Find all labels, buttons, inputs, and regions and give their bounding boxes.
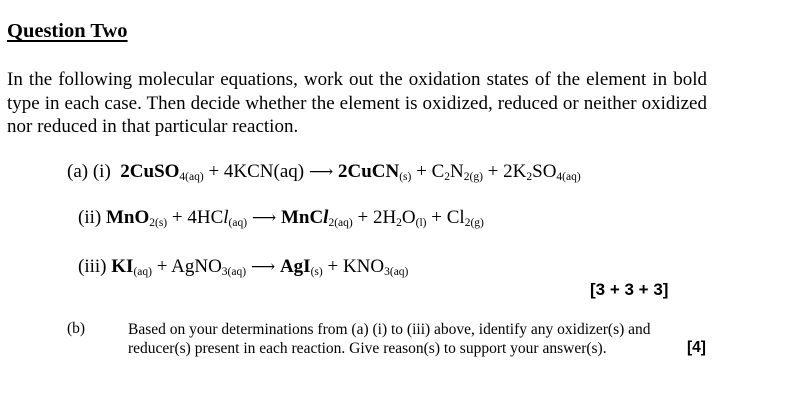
reaction-arrow: ⟶ <box>250 257 276 276</box>
plus-sign: + <box>431 207 442 228</box>
product-1: 2CuCN <box>337 161 400 182</box>
subscript: (s) <box>399 171 412 183</box>
subscript: 2(s) <box>149 217 168 229</box>
product-2: $2H_2O_{(l)}$ <box>372 207 427 229</box>
plus-sign: + <box>156 256 168 277</box>
part-b-label: (b) <box>67 320 86 337</box>
equation-label: (iii) <box>78 256 107 277</box>
plus-sign: + <box>357 207 369 228</box>
reactant-2: AgNO$_{3(aq)}$ <box>171 256 247 278</box>
reaction-arrow: ⟶ <box>308 162 334 181</box>
reactant-1: $KI_{(aq)}$ <box>111 256 152 278</box>
subscript: 4(aq) <box>179 171 204 183</box>
reactant-2: 4KCN(aq) <box>223 161 305 182</box>
equation-a-ii <box>78 207 484 229</box>
reaction-arrow: ⟶ <box>251 208 277 227</box>
part-b-marks: [4] <box>687 339 706 356</box>
equation-a-iii <box>78 256 408 278</box>
equation-label: (ii) <box>78 207 102 228</box>
part-b-question: Based on your determinations from (a) (i) to (iii) above, identify any oxidizer(s) and reducer(s) present in each reaction. Give reason(s) to support your answer(s). <box>128 321 651 357</box>
plus-sign: + <box>416 161 427 182</box>
plus-sign: + <box>171 207 183 228</box>
product-2: $KNO_{3(aq)}$ <box>342 256 409 278</box>
product-3: $2K_2SO_{4(aq)}$ <box>503 161 581 183</box>
plus-sign: + <box>208 161 220 182</box>
plus-sign: + <box>487 161 499 182</box>
equation-label: (a) (i) <box>67 161 111 182</box>
intro-paragraph: In the following molecular equations, work out the oxidation states of the element in bold type in each case. Then decide whether the element is oxidized, reduced or neither oxidized nor reduced in that particular reaction. <box>7 69 707 137</box>
reactant-1: MnO <box>105 207 150 228</box>
question-title: Question Two <box>7 20 128 42</box>
part-a-marks: [3 + 3 + 3] <box>590 280 669 299</box>
product-1: AgI$_{(s)}$ <box>279 256 323 278</box>
product-2: $C_2N_{2(g)}$ <box>431 161 483 183</box>
product-3: $Cl_{2(g)}$ <box>446 207 484 229</box>
equation-a-i <box>67 161 581 183</box>
plus-sign: + <box>327 256 339 277</box>
product-1: MnCl$_{2(aq)}$ <box>280 207 353 229</box>
reactant-1: 2CuSO <box>120 161 180 182</box>
reactant-2: 4HCl$_{(aq)}$ <box>187 207 248 229</box>
